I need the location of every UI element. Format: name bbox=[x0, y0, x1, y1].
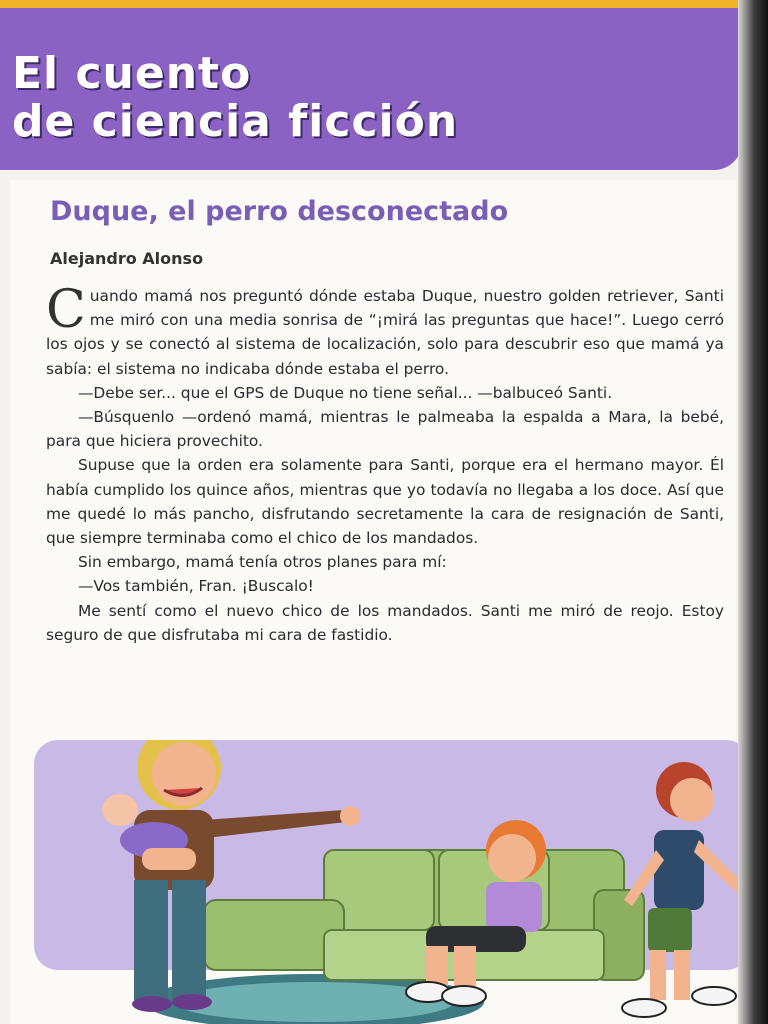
illustration-drawing bbox=[34, 740, 750, 1024]
story-illustration bbox=[34, 740, 750, 1024]
story-title: Duque, el perro desconectado bbox=[50, 196, 509, 227]
paragraph-1 bbox=[46, 280, 724, 381]
section-banner bbox=[0, 8, 742, 170]
paragraph-2: —Debe ser... que el GPS de Duque no tiene señal... —balbuceó Santi. bbox=[78, 383, 613, 402]
paragraph-6: —Vos también, Fran. ¡Buscalo! bbox=[78, 577, 314, 596]
mother-figure bbox=[102, 740, 360, 1012]
book-page-edge bbox=[738, 0, 768, 1024]
paragraph-3: —Búsquenlo —ordenó mamá, mientras le palmeaba la espalda a Mara, la bebé, para que hiciera provechito. bbox=[46, 408, 724, 451]
section-title-line-1: El cuento bbox=[12, 48, 252, 99]
paragraph-5: Sin embargo, mamá tenía otros planes para mí: bbox=[78, 553, 447, 572]
section-title bbox=[12, 50, 652, 146]
drop-cap: C bbox=[46, 280, 86, 340]
paragraph-1-text: uando mamá nos preguntó dónde estaba Duque, nuestro golden retriever, Santi me miró con una media sonrisa de “¡mirá las preguntas que hace!”. Luego cerró los ojos y se conectó al sistema de localización, solo para descubrir eso que mamá ya sabía: el sistema no indicaba dónde estaba el perro. bbox=[46, 287, 724, 378]
story-body bbox=[46, 280, 724, 647]
story-author: Alejandro Alonso bbox=[50, 249, 204, 268]
section-title-line-2: de ciencia ficción bbox=[12, 96, 459, 147]
paragraph-4: Supuse que la orden era solamente para Santi, porque era el hermano mayor. Él había cumplido los quince años, mientras que yo todavía no llegaba a los doce. Así que me quedé lo más pancho, disfrutando secretamente la cara de resignación de Santi, que siempre terminaba como el chico de los mandados. bbox=[46, 456, 724, 548]
paragraph-7: Me sentí como el nuevo chico de los mandados. Santi me miró de reojo. Estoy seguro de que disfrutaba mi cara de fastidio. bbox=[46, 601, 724, 644]
couch bbox=[204, 850, 644, 980]
